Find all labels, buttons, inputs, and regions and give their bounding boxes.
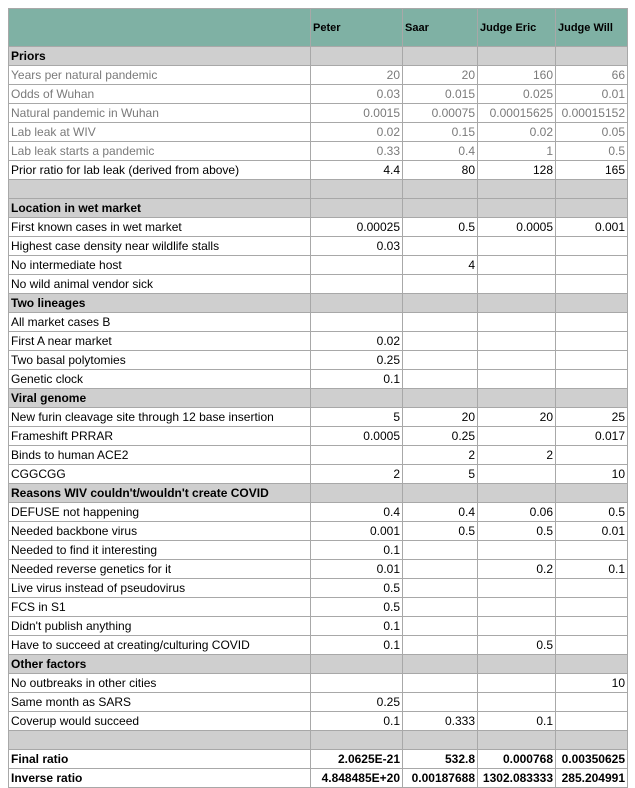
- value-cell[interactable]: [478, 598, 556, 617]
- row-label-cell[interactable]: Other factors: [9, 655, 311, 674]
- value-cell[interactable]: [478, 731, 556, 750]
- value-cell[interactable]: 20: [478, 408, 556, 427]
- section-header-row: [9, 389, 628, 408]
- header-row: [9, 9, 628, 47]
- value-cell[interactable]: 0.25: [403, 427, 478, 446]
- value-cell[interactable]: 0.4: [403, 503, 478, 522]
- value-cell[interactable]: [403, 237, 478, 256]
- value-cell[interactable]: 0.25: [311, 351, 403, 370]
- value-cell[interactable]: [478, 313, 556, 332]
- value-cell[interactable]: 5: [403, 465, 478, 484]
- section-header-row: [9, 484, 628, 503]
- table-row: [9, 617, 628, 636]
- table-row: [9, 503, 628, 522]
- table-row: [9, 237, 628, 256]
- value-cell[interactable]: 0.00350625: [556, 750, 628, 769]
- table-row: [9, 370, 628, 389]
- table-row: [9, 66, 628, 85]
- value-cell[interactable]: 0.01: [556, 522, 628, 541]
- value-cell[interactable]: [556, 598, 628, 617]
- value-cell[interactable]: [556, 313, 628, 332]
- value-cell[interactable]: 0.001: [311, 522, 403, 541]
- row-label-cell[interactable]: Years per natural pandemic: [9, 66, 311, 85]
- row-label-cell[interactable]: Needed backbone virus: [9, 522, 311, 541]
- table-row: [9, 275, 628, 294]
- value-cell[interactable]: [556, 731, 628, 750]
- table-row: [9, 522, 628, 541]
- spacer-row: [9, 180, 628, 199]
- value-cell[interactable]: 0.00187688: [403, 769, 478, 788]
- value-cell[interactable]: [478, 427, 556, 446]
- value-cell[interactable]: 0.017: [556, 427, 628, 446]
- row-label-cell[interactable]: Final ratio: [9, 750, 311, 769]
- row-label-cell[interactable]: Prior ratio for lab leak (derived from above): [9, 161, 311, 180]
- value-cell[interactable]: [478, 332, 556, 351]
- value-cell[interactable]: [403, 598, 478, 617]
- table-row: [9, 693, 628, 712]
- value-cell[interactable]: 1: [478, 142, 556, 161]
- value-cell[interactable]: [556, 256, 628, 275]
- table-row: [9, 750, 628, 769]
- value-cell[interactable]: 66: [556, 66, 628, 85]
- value-cell[interactable]: 1302.083333: [478, 769, 556, 788]
- row-label-cell[interactable]: DEFUSE not happening: [9, 503, 311, 522]
- table-row: [9, 712, 628, 731]
- row-label-cell[interactable]: CGGCGG: [9, 465, 311, 484]
- row-label-cell[interactable]: No wild animal vendor sick: [9, 275, 311, 294]
- value-cell[interactable]: 160: [478, 66, 556, 85]
- value-cell[interactable]: [311, 256, 403, 275]
- value-cell[interactable]: [556, 655, 628, 674]
- value-cell[interactable]: 0.5: [403, 218, 478, 237]
- value-cell[interactable]: 20: [403, 66, 478, 85]
- row-label-cell[interactable]: Have to succeed at creating/culturing COVID: [9, 636, 311, 655]
- value-cell[interactable]: [556, 617, 628, 636]
- value-cell[interactable]: 0.5: [556, 503, 628, 522]
- value-cell[interactable]: [478, 256, 556, 275]
- value-cell[interactable]: 0.5: [478, 522, 556, 541]
- row-label-cell[interactable]: Needed to find it interesting: [9, 541, 311, 560]
- header-cell-judge-eric[interactable]: Judge Eric: [478, 9, 556, 47]
- value-cell[interactable]: 0.02: [311, 123, 403, 142]
- value-cell[interactable]: [478, 47, 556, 66]
- value-cell[interactable]: 0.01: [311, 560, 403, 579]
- value-cell[interactable]: [403, 313, 478, 332]
- value-cell[interactable]: [403, 484, 478, 503]
- value-cell[interactable]: [556, 180, 628, 199]
- value-cell[interactable]: [403, 47, 478, 66]
- table-row: [9, 674, 628, 693]
- row-label-cell[interactable]: No outbreaks in other cities: [9, 674, 311, 693]
- value-cell[interactable]: [403, 674, 478, 693]
- value-cell[interactable]: 128: [478, 161, 556, 180]
- value-cell[interactable]: [478, 541, 556, 560]
- value-cell[interactable]: 0.4: [311, 503, 403, 522]
- value-cell[interactable]: [556, 370, 628, 389]
- value-cell[interactable]: [403, 180, 478, 199]
- value-cell[interactable]: 0.00075: [403, 104, 478, 123]
- value-cell[interactable]: 0.4: [403, 142, 478, 161]
- section-header-row: [9, 199, 628, 218]
- value-cell[interactable]: [556, 275, 628, 294]
- row-label-cell[interactable]: Live virus instead of pseudovirus: [9, 579, 311, 598]
- value-cell[interactable]: 0.02: [478, 123, 556, 142]
- value-cell[interactable]: 4.4: [311, 161, 403, 180]
- value-cell[interactable]: [556, 199, 628, 218]
- row-label-cell[interactable]: Inverse ratio: [9, 769, 311, 788]
- value-cell[interactable]: [403, 579, 478, 598]
- value-cell[interactable]: [311, 655, 403, 674]
- section-header-row: [9, 47, 628, 66]
- value-cell[interactable]: 0.05: [556, 123, 628, 142]
- spacer-row: [9, 731, 628, 750]
- table-row: [9, 142, 628, 161]
- table-row: [9, 313, 628, 332]
- row-label-cell[interactable]: Lab leak starts a pandemic: [9, 142, 311, 161]
- value-cell[interactable]: [403, 389, 478, 408]
- value-cell[interactable]: [478, 294, 556, 313]
- row-label-cell[interactable]: Natural pandemic in Wuhan: [9, 104, 311, 123]
- table-row: [9, 579, 628, 598]
- table-row: [9, 218, 628, 237]
- value-cell[interactable]: 0.0005: [478, 218, 556, 237]
- value-cell[interactable]: 5: [311, 408, 403, 427]
- value-cell[interactable]: [478, 370, 556, 389]
- value-cell[interactable]: [403, 294, 478, 313]
- row-label-cell[interactable]: Binds to human ACE2: [9, 446, 311, 465]
- value-cell[interactable]: [556, 541, 628, 560]
- value-cell[interactable]: [403, 560, 478, 579]
- row-label-cell[interactable]: All market cases B: [9, 313, 311, 332]
- table-row: [9, 332, 628, 351]
- value-cell[interactable]: [403, 332, 478, 351]
- row-label-cell[interactable]: Needed reverse genetics for it: [9, 560, 311, 579]
- value-cell[interactable]: 0.5: [311, 579, 403, 598]
- row-label-cell[interactable]: No intermediate host: [9, 256, 311, 275]
- value-cell[interactable]: [311, 313, 403, 332]
- value-cell[interactable]: [556, 237, 628, 256]
- row-label-cell[interactable]: Didn't publish anything: [9, 617, 311, 636]
- value-cell[interactable]: [311, 294, 403, 313]
- row-label-cell[interactable]: First known cases in wet market: [9, 218, 311, 237]
- row-label-cell[interactable]: Coverup would succeed: [9, 712, 311, 731]
- value-cell[interactable]: 532.8: [403, 750, 478, 769]
- value-cell[interactable]: [556, 351, 628, 370]
- row-label-cell[interactable]: Two lineages: [9, 294, 311, 313]
- value-cell[interactable]: [556, 446, 628, 465]
- row-label-cell[interactable]: Viral genome: [9, 389, 311, 408]
- value-cell[interactable]: 0.5: [478, 636, 556, 655]
- row-label-cell[interactable]: Same month as SARS: [9, 693, 311, 712]
- value-cell[interactable]: 0.5: [556, 142, 628, 161]
- spreadsheet-table: [8, 8, 628, 788]
- value-cell[interactable]: [556, 332, 628, 351]
- row-label-cell[interactable]: Genetic clock: [9, 370, 311, 389]
- value-cell[interactable]: [311, 47, 403, 66]
- value-cell[interactable]: [478, 674, 556, 693]
- value-cell[interactable]: [478, 693, 556, 712]
- value-cell[interactable]: 4: [403, 256, 478, 275]
- value-cell[interactable]: [403, 636, 478, 655]
- value-cell[interactable]: [478, 617, 556, 636]
- row-label-cell[interactable]: New furin cleavage site through 12 base insertion: [9, 408, 311, 427]
- value-cell[interactable]: [311, 446, 403, 465]
- table-row: [9, 541, 628, 560]
- table-row: [9, 598, 628, 617]
- value-cell[interactable]: [403, 693, 478, 712]
- value-cell[interactable]: [478, 579, 556, 598]
- value-cell[interactable]: [478, 199, 556, 218]
- value-cell[interactable]: [478, 389, 556, 408]
- value-cell[interactable]: 0.00015625: [478, 104, 556, 123]
- value-cell[interactable]: [556, 389, 628, 408]
- spreadsheet-body: [9, 9, 628, 788]
- value-cell[interactable]: 0.1: [311, 712, 403, 731]
- row-label-cell[interactable]: [9, 731, 311, 750]
- table-row: [9, 123, 628, 142]
- value-cell[interactable]: [311, 731, 403, 750]
- value-cell[interactable]: 0.00025: [311, 218, 403, 237]
- value-cell[interactable]: 0.5: [311, 598, 403, 617]
- row-label-cell[interactable]: Priors: [9, 47, 311, 66]
- table-row: [9, 636, 628, 655]
- value-cell[interactable]: [311, 275, 403, 294]
- value-cell[interactable]: 2: [311, 465, 403, 484]
- row-label-cell[interactable]: Lab leak at WIV: [9, 123, 311, 142]
- value-cell[interactable]: 285.204991: [556, 769, 628, 788]
- value-cell[interactable]: 0.03: [311, 85, 403, 104]
- table-row: [9, 104, 628, 123]
- value-cell[interactable]: 20: [311, 66, 403, 85]
- row-label-cell[interactable]: Odds of Wuhan: [9, 85, 311, 104]
- value-cell[interactable]: [556, 712, 628, 731]
- value-cell[interactable]: [478, 237, 556, 256]
- value-cell[interactable]: 0.25: [311, 693, 403, 712]
- value-cell[interactable]: [556, 47, 628, 66]
- table-row: [9, 446, 628, 465]
- table-row: [9, 408, 628, 427]
- value-cell[interactable]: [403, 541, 478, 560]
- value-cell[interactable]: [556, 484, 628, 503]
- value-cell[interactable]: 0.01: [556, 85, 628, 104]
- value-cell[interactable]: [556, 294, 628, 313]
- value-cell[interactable]: [556, 693, 628, 712]
- value-cell[interactable]: 0.001: [556, 218, 628, 237]
- value-cell[interactable]: 0.1: [556, 560, 628, 579]
- value-cell[interactable]: 0.1: [478, 712, 556, 731]
- value-cell[interactable]: [403, 370, 478, 389]
- row-label-cell[interactable]: Frameshift PRRAR: [9, 427, 311, 446]
- value-cell[interactable]: 0.0015: [311, 104, 403, 123]
- value-cell[interactable]: 0.15: [403, 123, 478, 142]
- row-label-cell[interactable]: Location in wet market: [9, 199, 311, 218]
- value-cell[interactable]: [311, 389, 403, 408]
- row-label-cell[interactable]: FCS in S1: [9, 598, 311, 617]
- value-cell[interactable]: 80: [403, 161, 478, 180]
- value-cell[interactable]: [403, 655, 478, 674]
- value-cell[interactable]: 20: [403, 408, 478, 427]
- value-cell[interactable]: [478, 180, 556, 199]
- value-cell[interactable]: 0.1: [311, 541, 403, 560]
- value-cell[interactable]: 0.0005: [311, 427, 403, 446]
- value-cell[interactable]: 10: [556, 465, 628, 484]
- value-cell[interactable]: 165: [556, 161, 628, 180]
- value-cell[interactable]: [478, 655, 556, 674]
- value-cell[interactable]: 0.025: [478, 85, 556, 104]
- value-cell[interactable]: [403, 731, 478, 750]
- section-header-row: [9, 655, 628, 674]
- value-cell[interactable]: [403, 199, 478, 218]
- header-cell-peter[interactable]: Peter: [311, 9, 403, 47]
- value-cell[interactable]: 0.5: [403, 522, 478, 541]
- value-cell[interactable]: 0.000768: [478, 750, 556, 769]
- section-header-row: [9, 294, 628, 313]
- table-row: [9, 427, 628, 446]
- value-cell[interactable]: 0.02: [311, 332, 403, 351]
- value-cell[interactable]: [311, 484, 403, 503]
- row-label-cell[interactable]: Two basal polytomies: [9, 351, 311, 370]
- value-cell[interactable]: 0.33: [311, 142, 403, 161]
- table-row: [9, 161, 628, 180]
- value-cell[interactable]: 0.06: [478, 503, 556, 522]
- value-cell[interactable]: 4.848485E+20: [311, 769, 403, 788]
- value-cell[interactable]: 0.00015152: [556, 104, 628, 123]
- value-cell[interactable]: [403, 275, 478, 294]
- table-row: [9, 769, 628, 788]
- value-cell[interactable]: [311, 180, 403, 199]
- table-row: [9, 256, 628, 275]
- value-cell[interactable]: 0.333: [403, 712, 478, 731]
- value-cell[interactable]: [311, 674, 403, 693]
- value-cell[interactable]: 0.1: [311, 370, 403, 389]
- value-cell[interactable]: 0.015: [403, 85, 478, 104]
- row-label-cell[interactable]: Highest case density near wildlife stalls: [9, 237, 311, 256]
- value-cell[interactable]: 10: [556, 674, 628, 693]
- row-label-cell[interactable]: [9, 180, 311, 199]
- value-cell[interactable]: 0.2: [478, 560, 556, 579]
- value-cell[interactable]: 0.1: [311, 636, 403, 655]
- table-row: [9, 560, 628, 579]
- value-cell[interactable]: [478, 351, 556, 370]
- value-cell[interactable]: [556, 636, 628, 655]
- value-cell[interactable]: [478, 465, 556, 484]
- table-row: [9, 85, 628, 104]
- table-row: [9, 465, 628, 484]
- spreadsheet: [8, 8, 628, 788]
- header-cell-judge-will[interactable]: Judge Will: [556, 9, 628, 47]
- value-cell[interactable]: 0.03: [311, 237, 403, 256]
- value-cell[interactable]: 2.0625E-21: [311, 750, 403, 769]
- value-cell[interactable]: 2: [478, 446, 556, 465]
- value-cell[interactable]: [556, 579, 628, 598]
- header-cell-saar[interactable]: Saar: [403, 9, 478, 47]
- value-cell[interactable]: [478, 275, 556, 294]
- table-row: [9, 351, 628, 370]
- value-cell[interactable]: 25: [556, 408, 628, 427]
- value-cell[interactable]: [403, 351, 478, 370]
- value-cell[interactable]: [403, 617, 478, 636]
- row-label-cell[interactable]: First A near market: [9, 332, 311, 351]
- value-cell[interactable]: [311, 199, 403, 218]
- value-cell[interactable]: 2: [403, 446, 478, 465]
- row-label-cell[interactable]: Reasons WIV couldn't/wouldn't create COVID: [9, 484, 311, 503]
- value-cell[interactable]: [478, 484, 556, 503]
- header-cell-label[interactable]: [9, 9, 311, 47]
- value-cell[interactable]: 0.1: [311, 617, 403, 636]
